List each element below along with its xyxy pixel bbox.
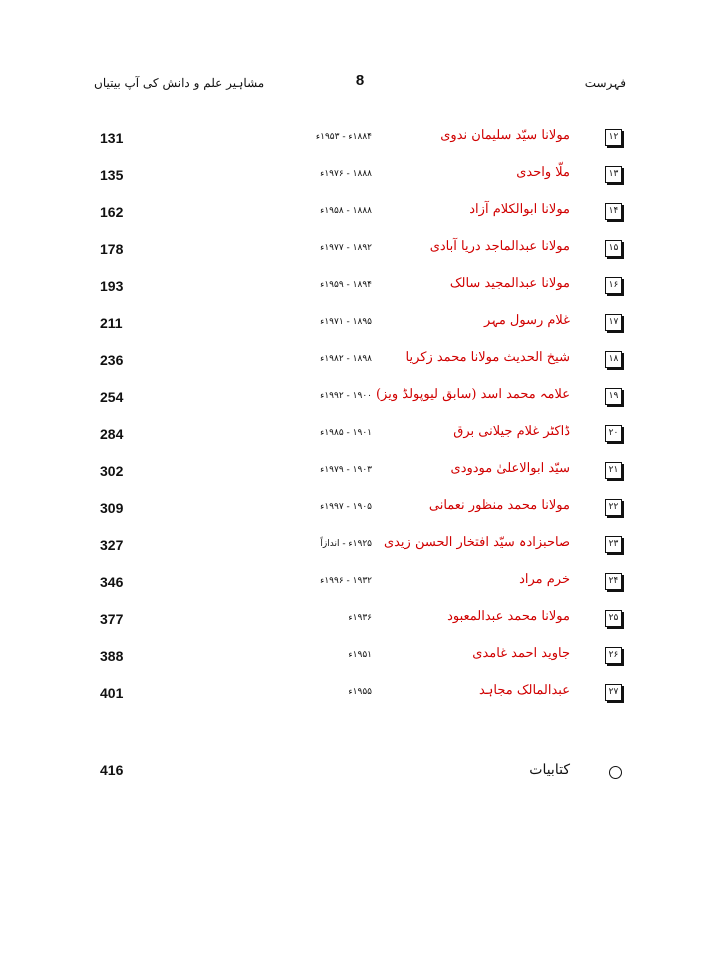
entry-page-number: 401 — [100, 685, 124, 701]
entry-years: ۱۹۰۳ - ۱۹۷۹ء — [320, 465, 372, 475]
entry-page-number: 178 — [100, 241, 124, 257]
entry-page-number: 346 — [100, 574, 124, 590]
entry-number-box: ۱۳ — [605, 166, 622, 183]
entry-page-number: 327 — [100, 537, 124, 553]
entry-number-box: ۱۲ — [605, 129, 622, 146]
bibliography-entry — [0, 760, 720, 784]
entry-title: مولانا محمد عبدالمعبود — [447, 609, 570, 624]
entry-page-number: 254 — [100, 389, 124, 405]
entry-number-box: ۲۰ — [605, 425, 622, 442]
bibliography-title: کتابیات — [529, 762, 570, 778]
toc-entry — [0, 568, 720, 605]
entry-years: ۱۹۳۲ - ۱۹۹۶ء — [320, 576, 372, 586]
entry-number-box: ۲۳ — [605, 536, 622, 553]
entry-number-box: ۲۴ — [605, 573, 622, 590]
entry-years: ۱۸۹۴ - ۱۹۵۹ء — [320, 280, 372, 290]
entry-page-number: 236 — [100, 352, 124, 368]
entry-page-number: 211 — [100, 315, 123, 331]
entry-years: ۱۹۰۰ - ۱۹۹۲ء — [320, 391, 372, 401]
entry-title: مولانا عبدالمجید سالک — [449, 276, 570, 291]
entry-number-box: ۲۲ — [605, 499, 622, 516]
entry-page-number: 388 — [100, 648, 124, 664]
entry-title: صاحبزادہ سیّد افتخار الحسن زیدی — [383, 535, 570, 550]
entry-title: خرم مراد — [519, 572, 570, 587]
entry-years: ۱۸۸۸ - ۱۹۷۶ء — [320, 169, 372, 179]
entry-title: غلام رسول مہر — [484, 313, 570, 328]
entry-number-box: ۱۷ — [605, 314, 622, 331]
entry-title: علامہ محمد اسد (سابق لیوپولڈ ویز) — [375, 387, 570, 402]
entry-years: ۱۹۰۱ - ۱۹۸۵ء — [320, 428, 372, 438]
entry-years: ۱۹۵۵ء — [348, 687, 372, 697]
entry-page-number: 193 — [100, 278, 124, 294]
entry-title: جاوید احمد غامدی — [472, 646, 570, 661]
entry-title: مولانا عبدالماجد دریا آبادی — [429, 239, 570, 254]
entry-number-box: ۱۴ — [605, 203, 622, 220]
entry-years: ۱۸۸۴ء - ۱۹۵۳ء — [315, 132, 372, 142]
entry-title: ڈاکٹر غلام جیلانی برق — [453, 424, 570, 439]
entry-page-number: 309 — [100, 500, 124, 516]
circle-bullet-icon — [609, 766, 622, 779]
entry-title: شیخ الحدیث مولانا محمد زکریا — [405, 350, 570, 365]
toc-entry — [0, 420, 720, 457]
entry-page-number: 131 — [100, 130, 124, 146]
toc-entry — [0, 457, 720, 494]
entry-page-number: 302 — [100, 463, 124, 479]
entry-page-number: 135 — [100, 167, 124, 183]
toc-entry — [0, 494, 720, 531]
entry-years: ۱۹۲۵ء - اندازاً — [320, 539, 372, 549]
toc-entry — [0, 642, 720, 679]
toc-entry — [0, 161, 720, 198]
entry-title: مولانا سیّد سلیمان ندوی — [440, 128, 570, 143]
entry-years: ۱۹۵۱ء — [348, 650, 372, 660]
entry-title: ملّا واحدی — [516, 165, 570, 180]
entry-number-box: ۲۶ — [605, 647, 622, 664]
entry-years: ۱۸۸۸ - ۱۹۵۸ء — [320, 206, 372, 216]
entry-number-box: ۱۵ — [605, 240, 622, 257]
entry-years: ۱۹۳۶ء — [348, 613, 372, 623]
book-title: مشاہیر علم و دانش کی آپ بیتیاں — [94, 76, 265, 90]
entry-title: عبدالمالک مجاہد — [478, 683, 570, 698]
page-number: 8 — [355, 72, 365, 89]
bibliography-page: 416 — [100, 762, 124, 778]
toc-entry — [0, 309, 720, 346]
entry-number-box: ۲۵ — [605, 610, 622, 627]
entry-title: مولانا ابوالکلام آزاد — [469, 202, 570, 217]
table-of-contents — [0, 124, 720, 716]
entry-number-box: ۱۸ — [605, 351, 622, 368]
entry-title: مولانا محمد منظور نعمانی — [428, 498, 570, 513]
entry-page-number: 162 — [100, 204, 124, 220]
entry-page-number: 377 — [100, 611, 124, 627]
toc-entry — [0, 235, 720, 272]
toc-entry — [0, 124, 720, 161]
toc-entry — [0, 383, 720, 420]
section-title: فہرست — [584, 76, 626, 90]
toc-entry — [0, 198, 720, 235]
toc-entry — [0, 531, 720, 568]
entry-number-box: ۱۹ — [605, 388, 622, 405]
toc-entry — [0, 605, 720, 642]
entry-number-box: ۱۶ — [605, 277, 622, 294]
entry-years: ۱۸۹۲ - ۱۹۷۷ء — [320, 243, 372, 253]
entry-years: ۱۸۹۸ - ۱۹۸۲ء — [320, 354, 372, 364]
entry-page-number: 284 — [100, 426, 124, 442]
page-header — [0, 70, 720, 98]
toc-entry — [0, 272, 720, 309]
toc-entry — [0, 346, 720, 383]
entry-number-box: ۲۱ — [605, 462, 622, 479]
entry-title: سیّد ابوالاعلیٰ مودودی — [450, 461, 570, 476]
entry-number-box: ۲۷ — [605, 684, 622, 701]
entry-years: ۱۸۹۵ - ۱۹۷۱ء — [320, 317, 372, 327]
toc-entry — [0, 679, 720, 716]
entry-years: ۱۹۰۵ - ۱۹۹۷ء — [320, 502, 372, 512]
